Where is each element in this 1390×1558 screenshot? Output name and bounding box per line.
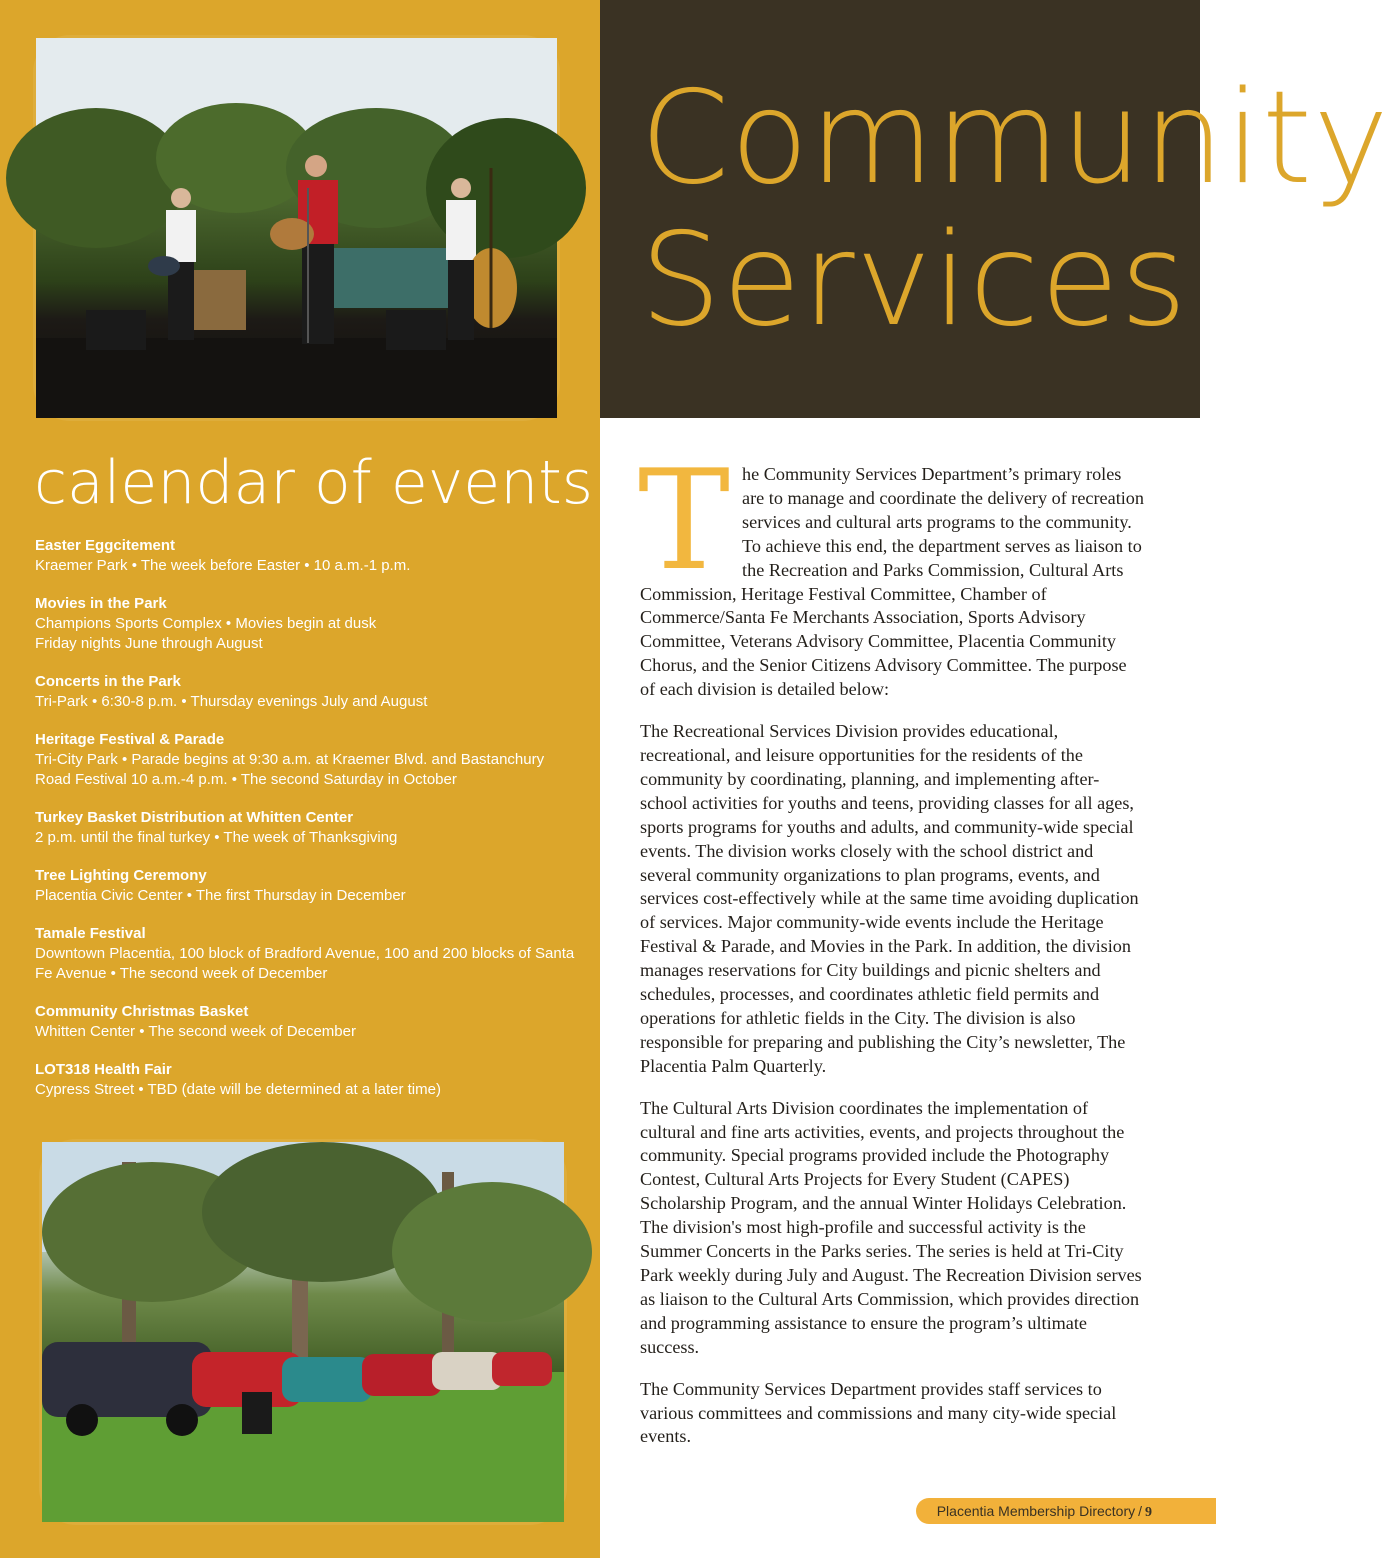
- event-detail: Downtown Placentia, 100 block of Bradford Avenue, 100 and 200 blocks of Santa: [35, 945, 575, 962]
- staff-services-paragraph: The Community Services Department provides staff services to various committees and commissions and many city-wide special events.: [640, 1378, 1117, 1447]
- cultural-arts-paragraph: The Cultural Arts Division coordinates the implementation of cultural and fine arts activities, events, and projects throughout the community. Special programs provided include the Photography Contest, Cultural Arts Projects for Every Student (CAPES) Scholarship Program, and the annual Winter Holidays Celebration. The division's most high-profile and successful activity is the Summer Concerts in the Parks series. The series is held at Tri-City Park weekly during July and August. The Recreation Division serves as liaison to the Cultural Arts Commission, which provides direction and programming assistance to ensure the program’s ultimate success.: [640, 1097, 1142, 1357]
- publication-name: Placentia Membership Directory: [936, 1503, 1136, 1519]
- event-name: Turkey Basket Distribution at Whitten Center: [35, 809, 354, 826]
- event-name: Tamale Festival: [35, 925, 146, 942]
- drop-cap: T: [638, 440, 731, 601]
- recreational-services-paragraph: The Recreational Services Division provides educational, recreational, and leisure opportunities for the residents of the community by coordinating, planning, and implementing after-school activities for youths and teens, providing classes for all ages, sports programs for youths and adults, and community-wide special events. The division works closely with the school district and several community organizations to plan programs, events, and services cost-effectively while at the same time avoiding duplication of services. Major community-wide events include the Heritage Festival & Parade, and Movies in the Park. In addition, the division manages reservations for City buildings and picnic shelters and schedules, processes, and coordinates athletic field permits and operations for athletic fields in the City. The division is also responsible for preparing and publishing the City’s newsletter, The Placentia Palm Quarterly.: [640, 721, 1139, 1076]
- event-name: Easter Eggcitement: [35, 537, 176, 554]
- event-list: [35, 536, 590, 1118]
- event-name: Movies in the Park: [35, 595, 167, 612]
- event-item: [35, 730, 590, 790]
- event-item: [35, 594, 590, 654]
- event-detail: Fe Avenue • The second week of December: [35, 965, 328, 982]
- calendar-heading: calendar of events: [34, 448, 594, 518]
- event-detail: Whitten Center • The second week of December: [35, 1023, 356, 1040]
- footer-separator: /: [1138, 1503, 1142, 1519]
- concert-photo: [36, 38, 557, 418]
- event-item: [35, 1060, 590, 1100]
- paragraph-text: he Community Services Department’s primary roles are to manage and coordinate the delivery of recreation services and cultural arts programs to the community. To achieve this end, the department serves as liaison to the Recreation and Parks Commission, Cultural Arts Commission, Heritage Festival Committee, Chamber of Commerce/Santa Fe Merchants Association, Sports Advisory Committee, Veterans Advisory Committee, Placentia Community Chorus, and the Senior Citizens Advisory Committee. The purpose of each division is detailed below:: [640, 464, 1144, 700]
- event-detail: Cypress Street • TBD (date will be determined at a later time): [35, 1081, 441, 1098]
- event-detail: Tri-Park • 6:30-8 p.m. • Thursday evenings July and August: [35, 693, 428, 710]
- event-name: LOT318 Health Fair: [35, 1061, 172, 1078]
- event-name: Concerts in the Park: [35, 673, 181, 690]
- event-detail: Champions Sports Complex • Movies begin at dusk: [35, 615, 377, 632]
- event-item: [35, 1002, 590, 1042]
- event-detail: 2 p.m. until the final turkey • The week of Thanksgiving: [35, 829, 398, 846]
- page-title: [640, 64, 1390, 355]
- concert-photo-illustration: [36, 38, 557, 418]
- event-item: [35, 672, 590, 712]
- event-item: [35, 924, 590, 984]
- event-detail: Friday nights June through August: [35, 635, 263, 652]
- event-item: [35, 536, 590, 576]
- article-body: [638, 440, 1146, 1467]
- car-show-photo: [42, 1142, 564, 1522]
- intro-paragraph: [638, 440, 1146, 702]
- event-name: Heritage Festival & Parade: [35, 731, 225, 748]
- page-footer: [937, 1502, 1200, 1522]
- event-detail: Kraemer Park • The week before Easter • 10 a.m.-1 p.m.: [35, 557, 411, 574]
- event-name: Community Christmas Basket: [35, 1003, 249, 1020]
- event-detail: Road Festival 10 a.m.-4 p.m. • The second Saturday in October: [35, 771, 457, 788]
- page-number: 9: [1145, 1505, 1152, 1520]
- event-name: Tree Lighting Ceremony: [35, 867, 207, 884]
- car-show-photo-illustration: [42, 1142, 564, 1522]
- title-line-2: Services: [640, 206, 1188, 355]
- event-detail: Placentia Civic Center • The first Thursday in December: [35, 887, 406, 904]
- title-line-1: Community: [640, 64, 1390, 213]
- event-item: [35, 808, 590, 848]
- event-detail: Tri-City Park • Parade begins at 9:30 a.m. at Kraemer Blvd. and Bastanchury: [35, 751, 545, 768]
- event-item: [35, 866, 590, 906]
